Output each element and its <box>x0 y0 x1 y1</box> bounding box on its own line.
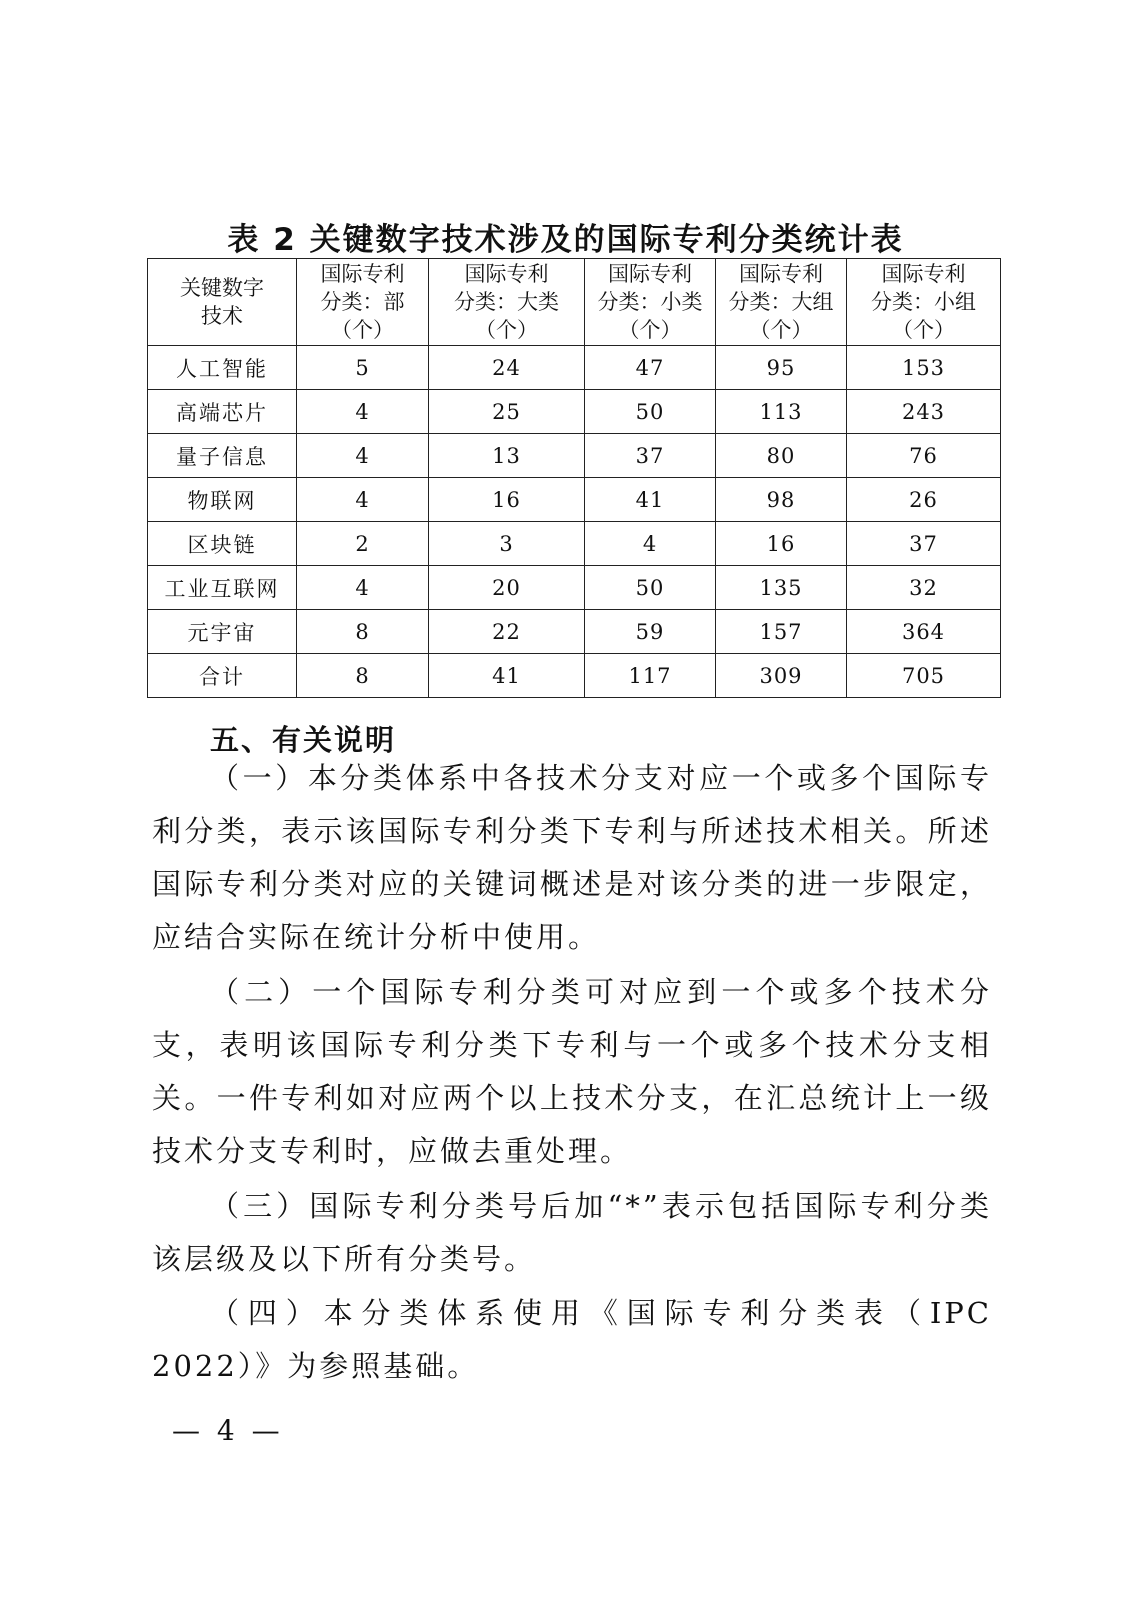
cell-subclass-count: 50 <box>585 390 716 434</box>
cell-technology: 高端芯片 <box>148 390 297 434</box>
cell-subgroup-count: 243 <box>847 390 1001 434</box>
cell-section-count: 8 <box>297 610 429 654</box>
cell-section-count: 2 <box>297 522 429 566</box>
cell-subclass-count: 50 <box>585 566 716 610</box>
header-subgroup: 国际专利 分类：小组 （个） <box>847 259 1001 346</box>
section-heading: 五、有关说明 <box>210 723 397 757</box>
cell-subclass-count: 47 <box>585 346 716 390</box>
cell-technology: 人工智能 <box>148 346 297 390</box>
cell-technology: 物联网 <box>148 478 297 522</box>
cell-class-count: 25 <box>429 390 585 434</box>
table-header-row <box>148 259 1001 346</box>
cell-section-count: 4 <box>297 434 429 478</box>
cell-technology: 工业互联网 <box>148 566 297 610</box>
table-row <box>148 346 1001 390</box>
cell-subgroup-count: 32 <box>847 566 1001 610</box>
cell-main-group-count: 309 <box>716 654 847 698</box>
cell-section-count: 4 <box>297 566 429 610</box>
cell-subgroup-count: 76 <box>847 434 1001 478</box>
cell-subgroup-count: 153 <box>847 346 1001 390</box>
cell-main-group-count: 16 <box>716 522 847 566</box>
cell-section-count: 4 <box>297 390 429 434</box>
paragraph-note-1: （一）本分类体系中各技术分支对应一个或多个国际专利分类，表示该国际专利分类下专利与所述技术相关。所述国际专利分类对应的关键词概述是对该分类的进一步限定，应结合实际在统计分析中使用。 <box>152 761 992 954</box>
table-total-row <box>148 654 1001 698</box>
paragraph-note-4: （四）本分类体系使用《国际专利分类表（IPC 2022）》为参照基础。 <box>152 1296 992 1383</box>
cell-main-group-count: 98 <box>716 478 847 522</box>
cell-subgroup-count: 364 <box>847 610 1001 654</box>
table-title: 表 2 关键数字技术涉及的国际专利分类统计表 <box>227 222 904 258</box>
cell-subclass-count: 37 <box>585 434 716 478</box>
header-section: 国际专利 分类：部 （个） <box>297 259 429 346</box>
header-technology: 关键数字 技术 <box>148 259 297 346</box>
cell-subclass-count: 41 <box>585 478 716 522</box>
table-row <box>148 522 1001 566</box>
cell-class-count: 22 <box>429 610 585 654</box>
cell-class-count: 13 <box>429 434 585 478</box>
table-row <box>148 566 1001 610</box>
cell-technology: 元宇宙 <box>148 610 297 654</box>
ipc-statistics-table <box>147 258 1001 698</box>
cell-subclass-count: 117 <box>585 654 716 698</box>
page-number: — 4 — <box>172 1414 284 1447</box>
cell-class-count: 20 <box>429 566 585 610</box>
paragraph-note-2: （二）一个国际专利分类可对应到一个或多个技术分支，表明该国际专利分类下专利与一个或多个技术分支相关。一件专利如对应两个以上技术分支，在汇总统计上一级技术分支专利时，应做去重处理。 <box>152 975 992 1168</box>
header-class: 国际专利 分类：大类 （个） <box>429 259 585 346</box>
cell-class-count: 3 <box>429 522 585 566</box>
cell-main-group-count: 95 <box>716 346 847 390</box>
cell-main-group-count: 80 <box>716 434 847 478</box>
cell-technology: 区块链 <box>148 522 297 566</box>
cell-technology: 合计 <box>148 654 297 698</box>
cell-section-count: 5 <box>297 346 429 390</box>
cell-subgroup-count: 705 <box>847 654 1001 698</box>
table-row <box>148 478 1001 522</box>
table-row <box>148 390 1001 434</box>
cell-main-group-count: 157 <box>716 610 847 654</box>
table-row <box>148 610 1001 654</box>
cell-subclass-count: 4 <box>585 522 716 566</box>
cell-class-count: 16 <box>429 478 585 522</box>
cell-subgroup-count: 37 <box>847 522 1001 566</box>
cell-main-group-count: 135 <box>716 566 847 610</box>
paragraph-note-3: （三）国际专利分类号后加“*”表示包括国际专利分类该层级及以下所有分类号。 <box>152 1189 992 1276</box>
cell-class-count: 41 <box>429 654 585 698</box>
header-main-group: 国际专利 分类：大组 （个） <box>716 259 847 346</box>
cell-section-count: 4 <box>297 478 429 522</box>
cell-subgroup-count: 26 <box>847 478 1001 522</box>
cell-subclass-count: 59 <box>585 610 716 654</box>
cell-technology: 量子信息 <box>148 434 297 478</box>
cell-main-group-count: 113 <box>716 390 847 434</box>
cell-class-count: 24 <box>429 346 585 390</box>
header-subclass: 国际专利 分类：小类 （个） <box>585 259 716 346</box>
cell-section-count: 8 <box>297 654 429 698</box>
table-row <box>148 434 1001 478</box>
